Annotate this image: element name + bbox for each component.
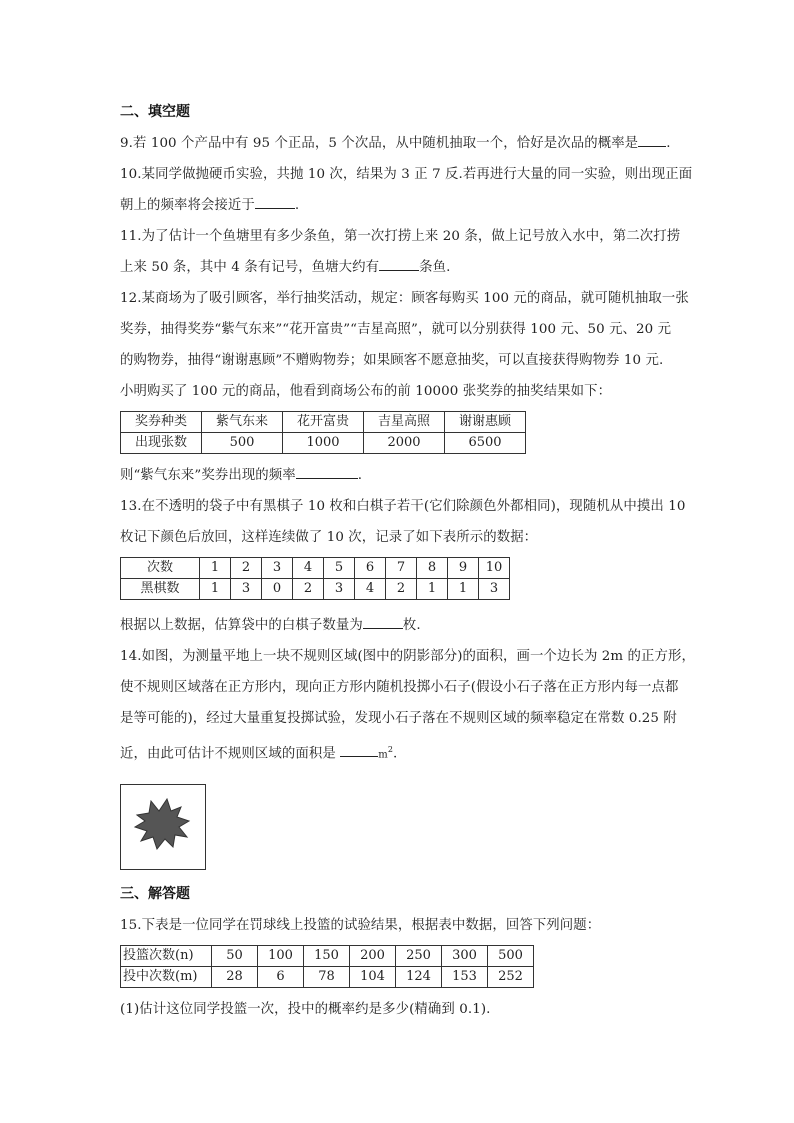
table-cell: 1 (200, 579, 231, 600)
q11-end: 条鱼. (419, 260, 451, 275)
table-cell: 3 (262, 558, 293, 579)
table-cell: 500 (488, 946, 534, 967)
q13-after: 根据以上数据，估算袋中的白棋子数量为 (120, 618, 363, 633)
square-figure (120, 784, 206, 870)
table-cell: 28 (212, 967, 258, 988)
table-cell: 6500 (445, 433, 526, 454)
table-header: 吉星高照 (364, 412, 445, 433)
table-header: 花开富贵 (283, 412, 364, 433)
table-row-label: 投中次数(m) (121, 967, 212, 988)
question-14 (120, 641, 720, 870)
q11-line2: 上来 50 条，其中 4 条有记号，鱼塘大约有 (120, 260, 380, 275)
table-cell: 200 (350, 946, 396, 967)
q14-line4: 近，由此可估计不规则区域的面积是 (120, 746, 341, 762)
q13-answer-blank[interactable] (363, 614, 403, 629)
q14-line2: 使不规则区域落在正方形内，现向正方形内随机投掷小石子(假设小石子落在正方形内每一点都 (120, 680, 679, 695)
q12-prize-table (120, 411, 526, 454)
q11-line1: 11.为了估计一个鱼塘里有多少条鱼，第一次打捞上来 20 条，做上记号放入水中，第二次打捞 (120, 229, 681, 244)
table-cell: 6 (355, 558, 386, 579)
table-cell: 9 (448, 558, 479, 579)
q13-line1: 13.在不透明的袋子中有黑棋子 10 枚和白棋子若干(它们除颜色外都相同)，现随机从中摸出 10 (120, 499, 686, 514)
question-9 (120, 128, 720, 159)
table-header: 奖券种类 (121, 412, 202, 433)
question-15 (120, 910, 720, 1025)
q14-unit: m (378, 749, 388, 761)
table-cell: 3 (324, 579, 355, 600)
table-cell: 500 (202, 433, 283, 454)
q15-basketball-table (120, 945, 534, 988)
table-cell: 1 (417, 579, 448, 600)
table-cell: 0 (262, 579, 293, 600)
table-cell: 2 (293, 579, 324, 600)
table-cell: 2000 (364, 433, 445, 454)
q12-line4: 小明购买了 100 元的商品，他看到商场公布的前 10000 张奖券的抽奖结果如下： (120, 384, 612, 399)
table-cell: 8 (417, 558, 448, 579)
q10-line2: 朝上的频率将会接近于 (120, 198, 255, 213)
q12-end: . (357, 468, 363, 483)
table-cell: 104 (350, 967, 396, 988)
table-cell: 1 (448, 579, 479, 600)
q11-answer-blank[interactable] (379, 256, 419, 271)
question-11 (120, 221, 720, 283)
q13-data-table (120, 557, 510, 600)
table-row-label: 黑棋数 (121, 579, 200, 600)
q9-text: 9.若 100 个产品中有 95 个正品，5 个次品，从中随机抽取一个，恰好是次品的概率是 (120, 136, 639, 151)
q13-line2: 枚记下颜色后放回，这样连续做了 10 次，记录了如下表所示的数据： (120, 530, 538, 545)
table-cell: 4 (293, 558, 324, 579)
table-cell: 3 (231, 579, 262, 600)
table-row-label: 出现张数 (121, 433, 202, 454)
table-header: 谢谢惠顾 (445, 412, 526, 433)
q14-line1: 14.如图，为测量平地上一块不规则区域(图中的阴影部分)的面积，画一个边长为 2m 的正方形， (120, 649, 696, 664)
table-cell: 7 (386, 558, 417, 579)
q10-answer-blank[interactable] (255, 194, 295, 209)
document-page (120, 96, 720, 1025)
q14-unit-sup: 2 (387, 745, 394, 754)
q14-answer-blank[interactable] (340, 742, 378, 757)
table-cell: 250 (396, 946, 442, 967)
section-heading-fill-blank: 二、填空题 (120, 104, 190, 120)
table-cell: 252 (488, 967, 534, 988)
table-header: 紫气东来 (202, 412, 283, 433)
table-cell: 1 (200, 558, 231, 579)
table-cell: 2 (386, 579, 417, 600)
table-cell: 6 (258, 967, 304, 988)
table-row-label: 投篮次数(n) (121, 946, 212, 967)
q10-line1: 10.某同学做抛硬币实验，共抛 10 次，结果为 3 正 7 反.若再进行大量的同一实验，则出现正面 (120, 167, 693, 182)
question-13 (120, 491, 720, 641)
q9-answer-blank[interactable] (638, 132, 666, 147)
q12-line1: 12.某商场为了吸引顾客，举行抽奖活动，规定：顾客每购买 100 元的商品，就可随机抽取一张 (120, 291, 689, 306)
table-cell: 10 (479, 558, 510, 579)
irregular-star-shape-icon (121, 785, 205, 869)
q14-line3: 是等可能的)，经过大量重复投掷试验，发现小石子落在不规则区域的频率稳定在常数 0.25 附 (120, 711, 677, 726)
q12-line3: 的购物券，抽得“谢谢惠顾”不赠购物券；如果顾客不愿意抽奖，可以直接获得购物券 10 元. (120, 353, 664, 368)
table-row-label: 次数 (121, 558, 200, 579)
q15-sub1: (1)估计这位同学投篮一次，投中的概率约是多少(精确到 0.1). (120, 1002, 491, 1018)
table-cell: 50 (212, 946, 258, 967)
table-cell: 124 (396, 967, 442, 988)
table-cell: 4 (355, 579, 386, 600)
q12-after: 则“紫气东来”奖券出现的频率 (120, 468, 296, 483)
table-cell: 3 (479, 579, 510, 600)
question-12 (120, 283, 720, 491)
table-cell: 78 (304, 967, 350, 988)
q13-end: 枚. (402, 618, 421, 633)
q12-answer-blank[interactable] (296, 464, 358, 479)
question-10 (120, 159, 720, 221)
table-cell: 153 (442, 967, 488, 988)
section-heading-answer: 三、解答题 (120, 886, 190, 903)
table-cell: 2 (231, 558, 262, 579)
table-cell: 5 (324, 558, 355, 579)
q15-line1: 15.下表是一位同学在罚球线上投篮的试验结果，根据表中数据，回答下列问题： (120, 918, 601, 934)
q9-end: . (666, 136, 671, 151)
q12-line2: 奖券，抽得奖券“紫气东来”“花开富贵”“吉星高照”，就可以分别获得 100 元、50 元、20 元 (120, 322, 672, 337)
q10-end: . (294, 198, 300, 213)
table-cell: 1000 (283, 433, 364, 454)
q14-end: . (393, 746, 398, 762)
table-cell: 150 (304, 946, 350, 967)
table-cell: 100 (258, 946, 304, 967)
table-cell: 300 (442, 946, 488, 967)
